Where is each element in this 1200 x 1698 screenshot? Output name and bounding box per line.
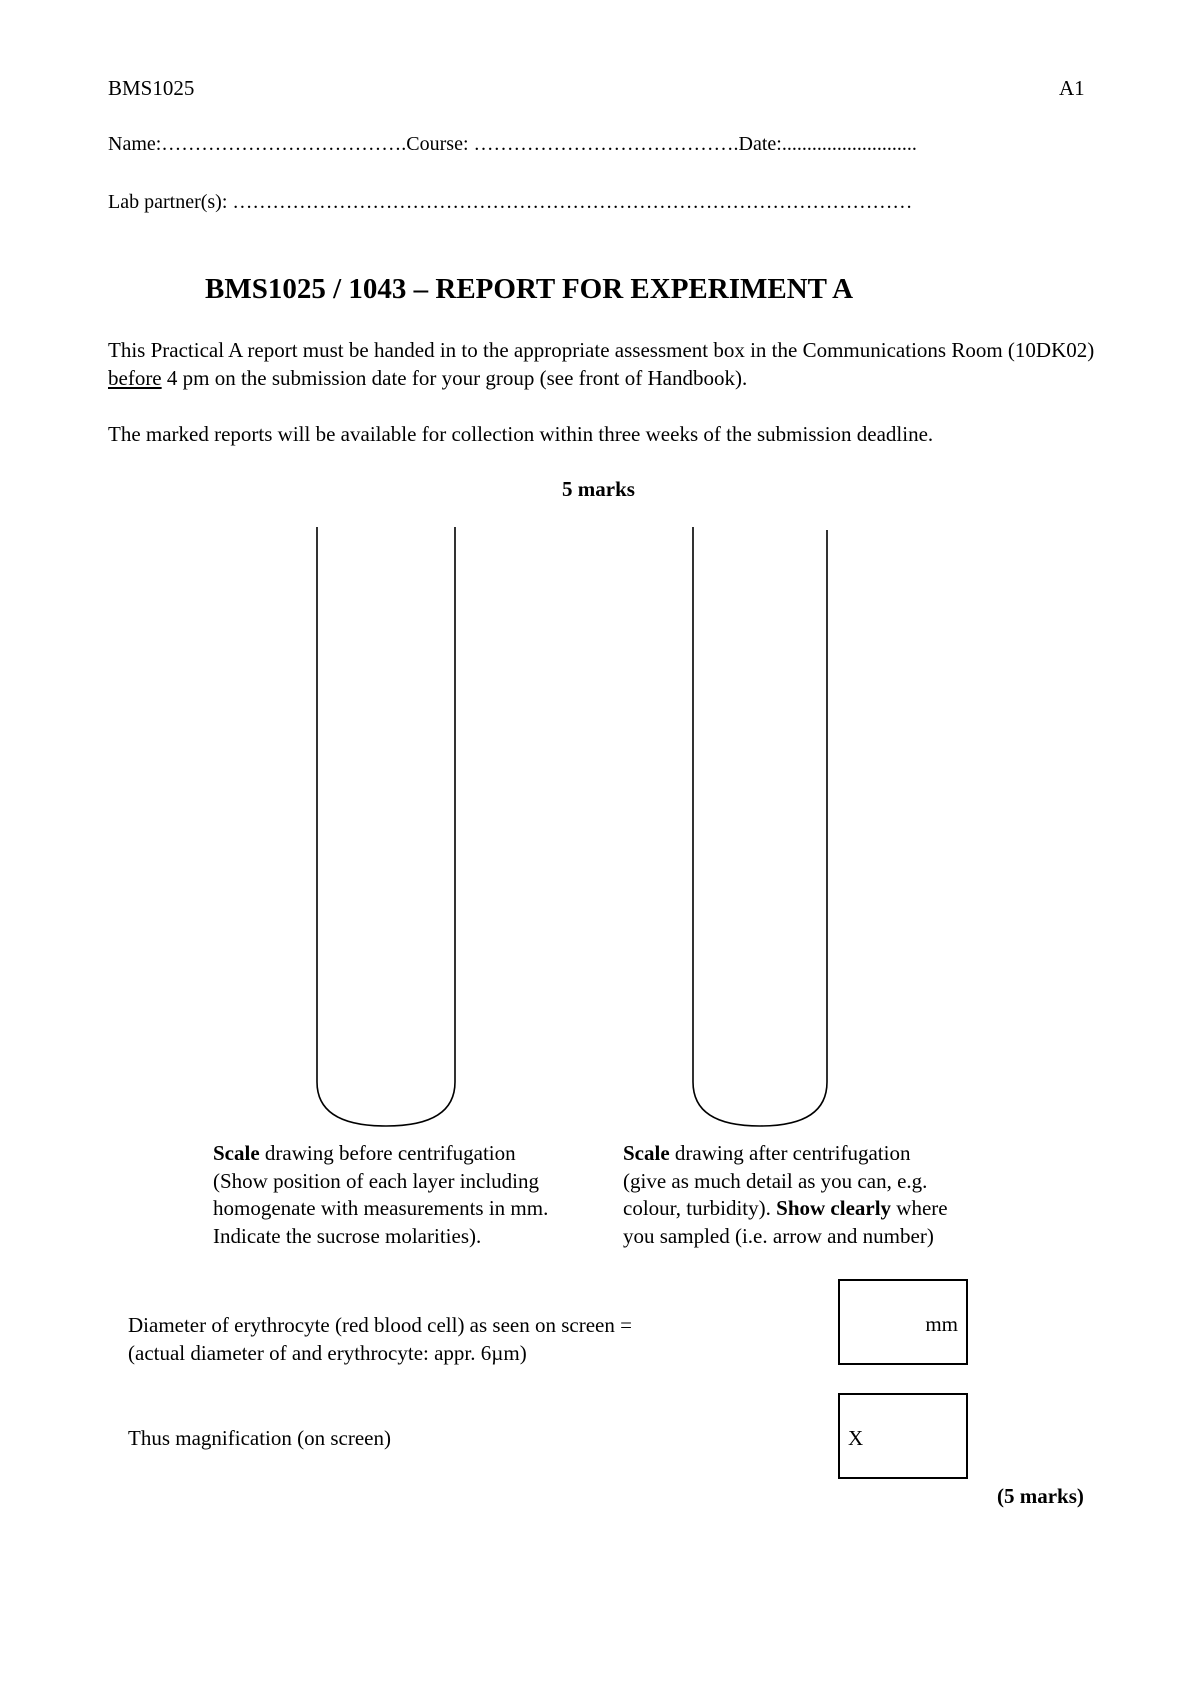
course-code: BMS1025 bbox=[108, 76, 195, 100]
magnification-prefix: X bbox=[848, 1426, 864, 1450]
caption-left-line2: (Show position of each layer including bbox=[213, 1168, 540, 1193]
test-tube-right bbox=[693, 527, 827, 1126]
name-course-date-line[interactable]: Name:……………………………….Course: ………………………………….Date:........................... bbox=[108, 133, 917, 155]
caption-right-line3 bbox=[623, 1195, 948, 1223]
page-title: BMS1025 / 1043 – REPORT FOR EXPERIMENT A bbox=[205, 273, 854, 305]
caption-after-centrifugation bbox=[623, 1140, 948, 1250]
diameter-line2: (actual diameter of and erythrocyte: appr. 6µm) bbox=[128, 1340, 527, 1365]
collection-notice: The marked reports will be available for collection within three weeks of the submission deadline. bbox=[108, 422, 934, 446]
magnification-answer-box[interactable] bbox=[838, 1393, 968, 1479]
caption-left-bold: Scale bbox=[213, 1141, 260, 1165]
instructions-text-a: This Practical A report must be handed in to the appropriate assessment box in the Communications Room (10DK02) bbox=[108, 338, 1095, 362]
caption-right-line3-bold: Show clearly bbox=[776, 1196, 892, 1220]
instructions-text-b: 4 pm on the submission date for your group (see front of Handbook). bbox=[161, 366, 748, 390]
diameter-answer-box[interactable] bbox=[838, 1279, 968, 1365]
caption-right-line3-post: where bbox=[891, 1196, 948, 1220]
caption-right-line1 bbox=[623, 1140, 948, 1168]
caption-right-line4: you sampled (i.e. arrow and number) bbox=[623, 1223, 934, 1248]
marks-label-bottom: (5 marks) bbox=[997, 1484, 1084, 1508]
instructions-underlined: before bbox=[108, 366, 162, 390]
test-tube-left bbox=[317, 527, 455, 1126]
caption-left-line1-text: drawing before centrifugation bbox=[259, 1141, 516, 1165]
page-code: A1 bbox=[1059, 76, 1085, 100]
caption-right-line3-pre: colour, turbidity). bbox=[623, 1196, 777, 1220]
caption-right-line1-text: drawing after centrifugation bbox=[669, 1141, 911, 1165]
caption-left-line1 bbox=[213, 1140, 548, 1168]
caption-before-centrifugation bbox=[213, 1140, 548, 1250]
magnification-label: Thus magnification (on screen) bbox=[128, 1426, 391, 1450]
diameter-label bbox=[128, 1312, 632, 1367]
lab-partner-line[interactable]: Lab partner(s): ………………………………………………………………………………………… bbox=[108, 191, 913, 213]
caption-right-bold: Scale bbox=[623, 1141, 670, 1165]
caption-left-line4: Indicate the sucrose molarities). bbox=[213, 1223, 482, 1248]
caption-right-line2: (give as much detail as you can, e.g. bbox=[623, 1168, 928, 1193]
diameter-line1: Diameter of erythrocyte (red blood cell) as seen on screen = bbox=[128, 1313, 632, 1337]
caption-left-line3: homogenate with measurements in mm. bbox=[213, 1196, 549, 1220]
marks-label-top: 5 marks bbox=[562, 477, 635, 501]
diameter-unit: mm bbox=[925, 1312, 958, 1336]
